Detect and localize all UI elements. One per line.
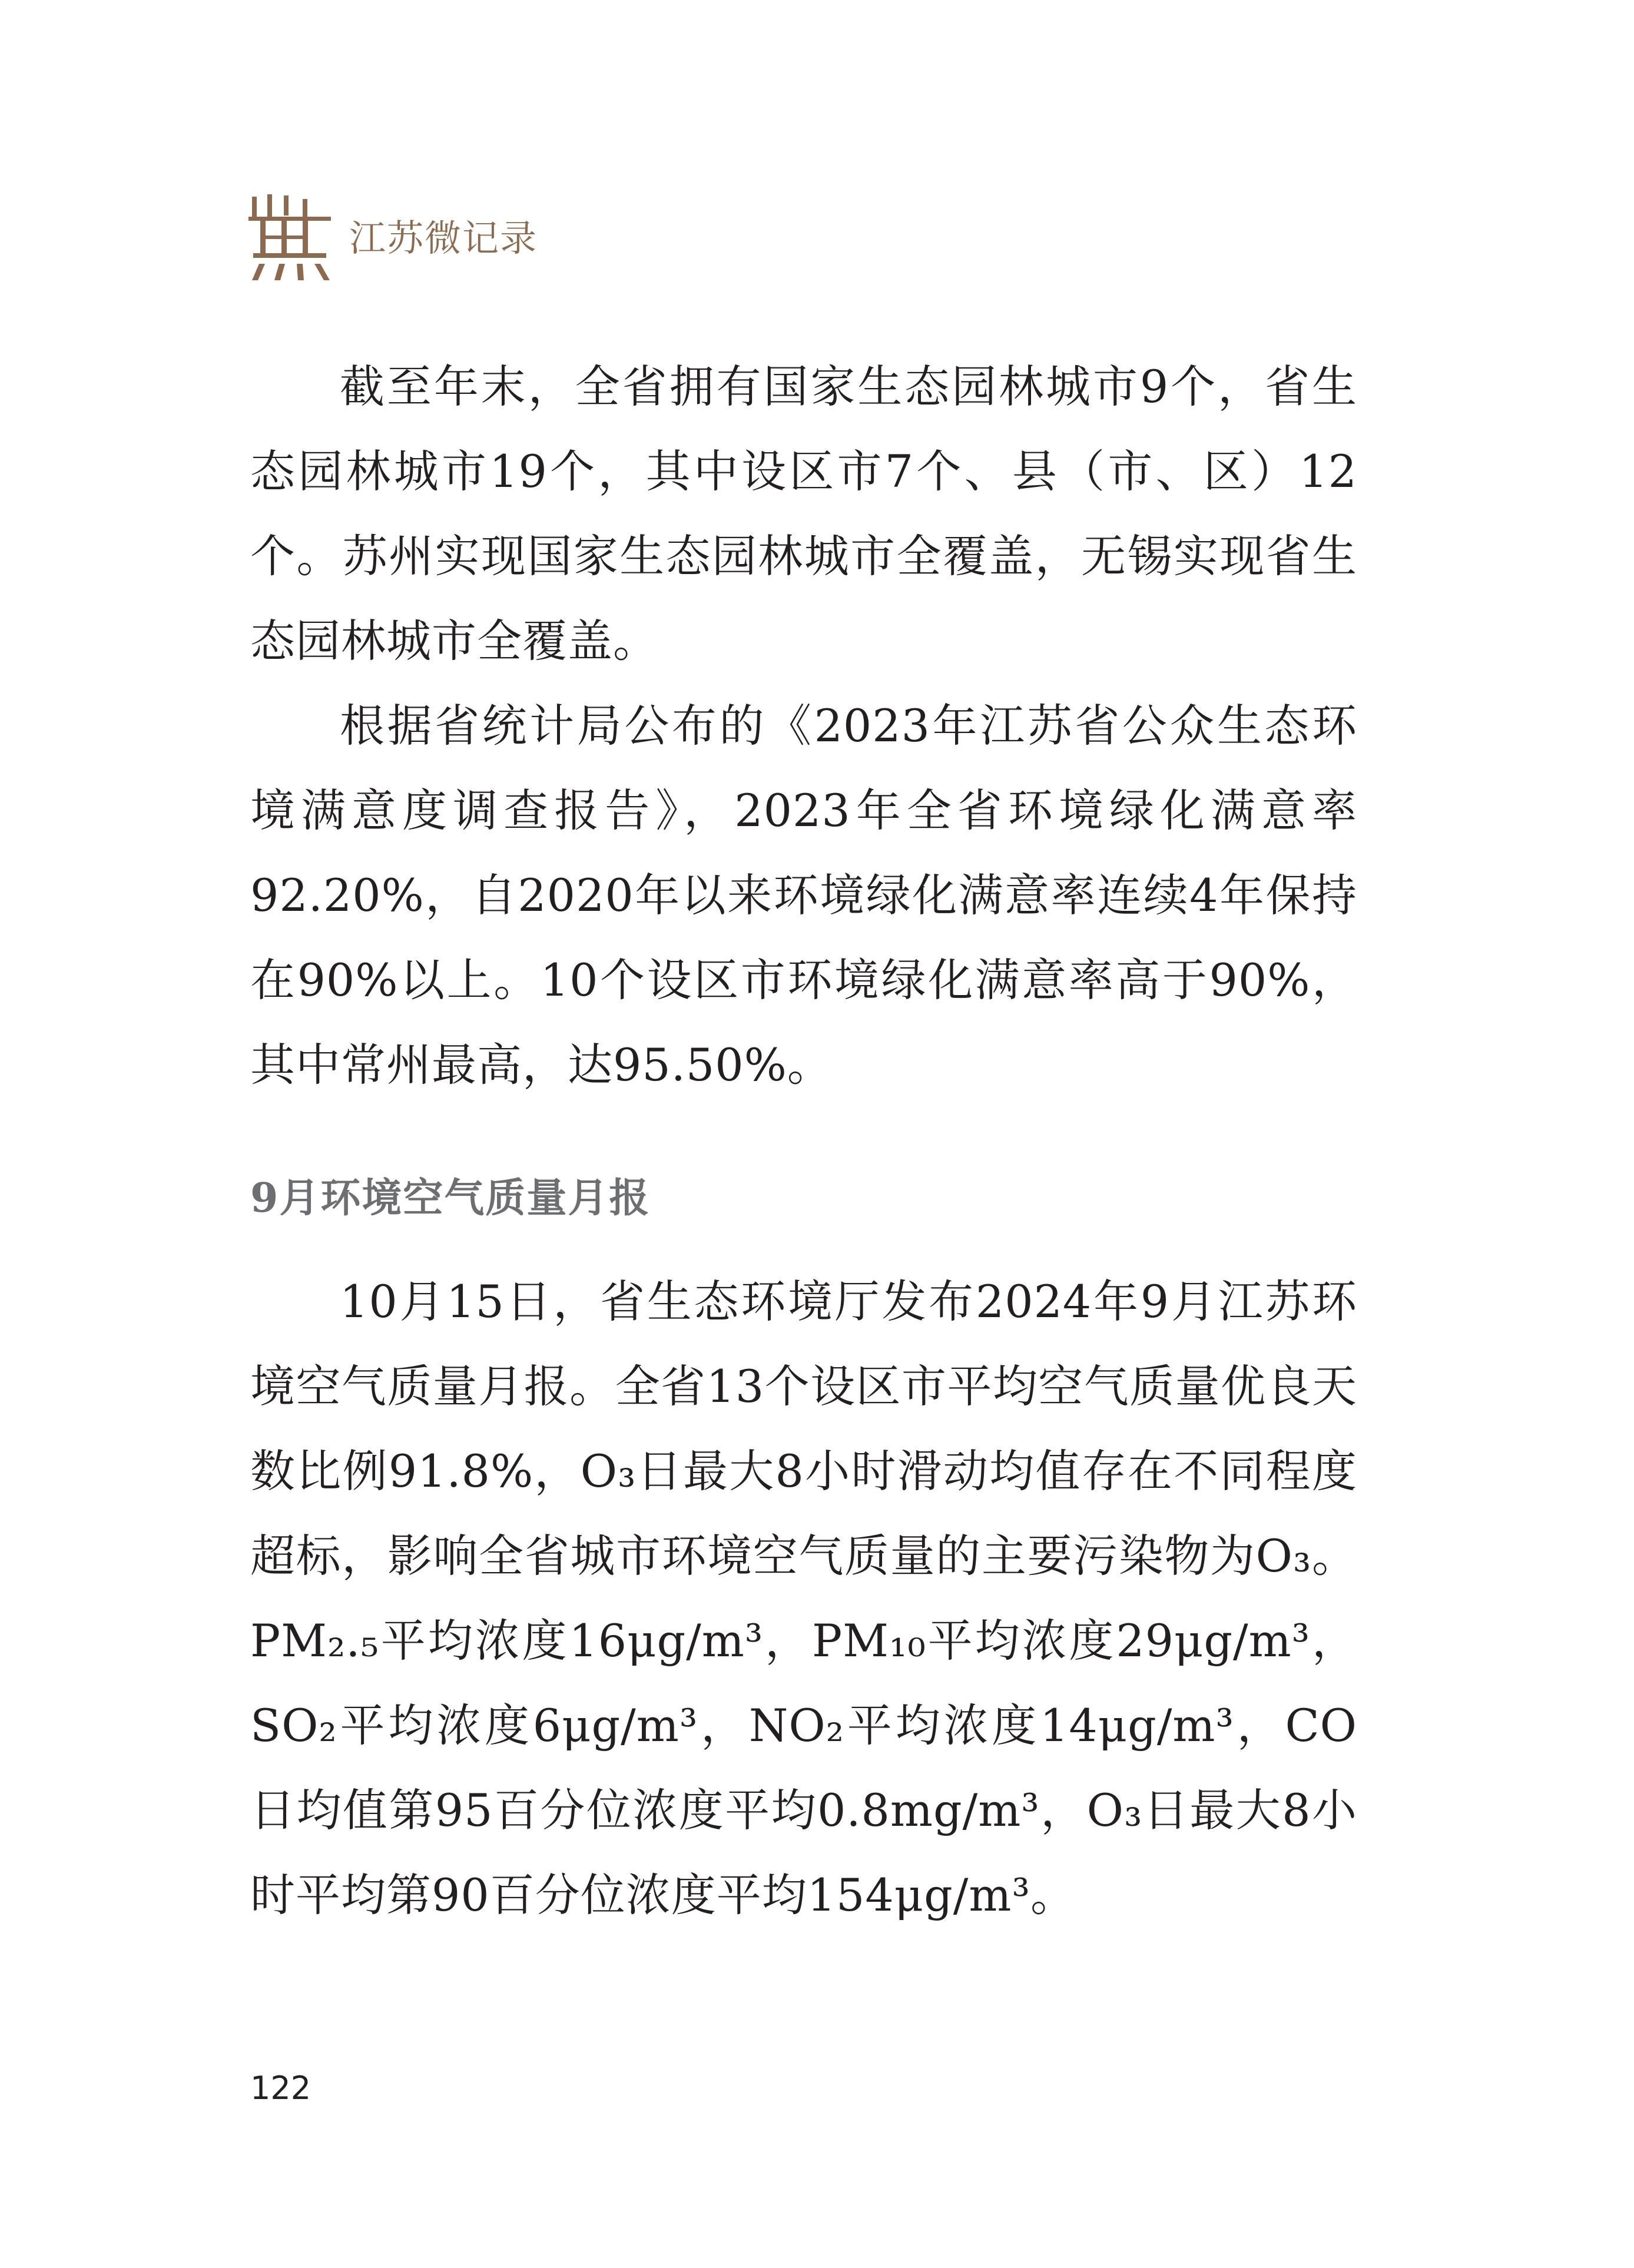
header-title: 江苏微记录 [349, 217, 538, 260]
jiangsu-emblem-icon [247, 194, 333, 283]
page-number: 122 [250, 2070, 311, 2107]
page-content [250, 344, 1357, 1938]
paragraph-air-quality: 10月15日，省生态环境厅发布2024年9月江苏环境空气质量月报。全省13个设区市平均空气质量优良天数比例91.8%，O₃日最大8小时滑动均值存在不同程度超标，影响全省城市环境空气质量的主要污染物为O₃。PM₂.₅平均浓度16μg/m³，PM₁₀平均浓度29μg/m³，SO₂平均浓度6μg/m³，NO₂平均浓度14μg/m³，CO日均值第95百分位浓度平均0.8mg/m³，O₃日最大8小时平均第90百分位浓度平均154μg/m³。 [250, 1275, 1357, 1921]
paragraph-garden-cities: 截至年末，全省拥有国家生态园林城市9个，省生态园林城市19个，其中设区市7个、县（市、区）12个。苏州实现国家生态园林城市全覆盖，无锡实现省生态园林城市全覆盖。 [250, 360, 1357, 667]
running-header [247, 191, 538, 286]
paragraph-greening-satisfaction: 根据省统计局公布的《2023年江苏省公众生态环境满意度调查报告》，2023年全省环境绿化满意率92.20%，自2020年以来环境绿化满意率连续4年保持在90%以上。10个设区市环境绿化满意率高于90%，其中常州最高，达95.50%。 [250, 699, 1357, 1091]
section-title: 9月环境空气质量月报 [250, 1175, 651, 1222]
